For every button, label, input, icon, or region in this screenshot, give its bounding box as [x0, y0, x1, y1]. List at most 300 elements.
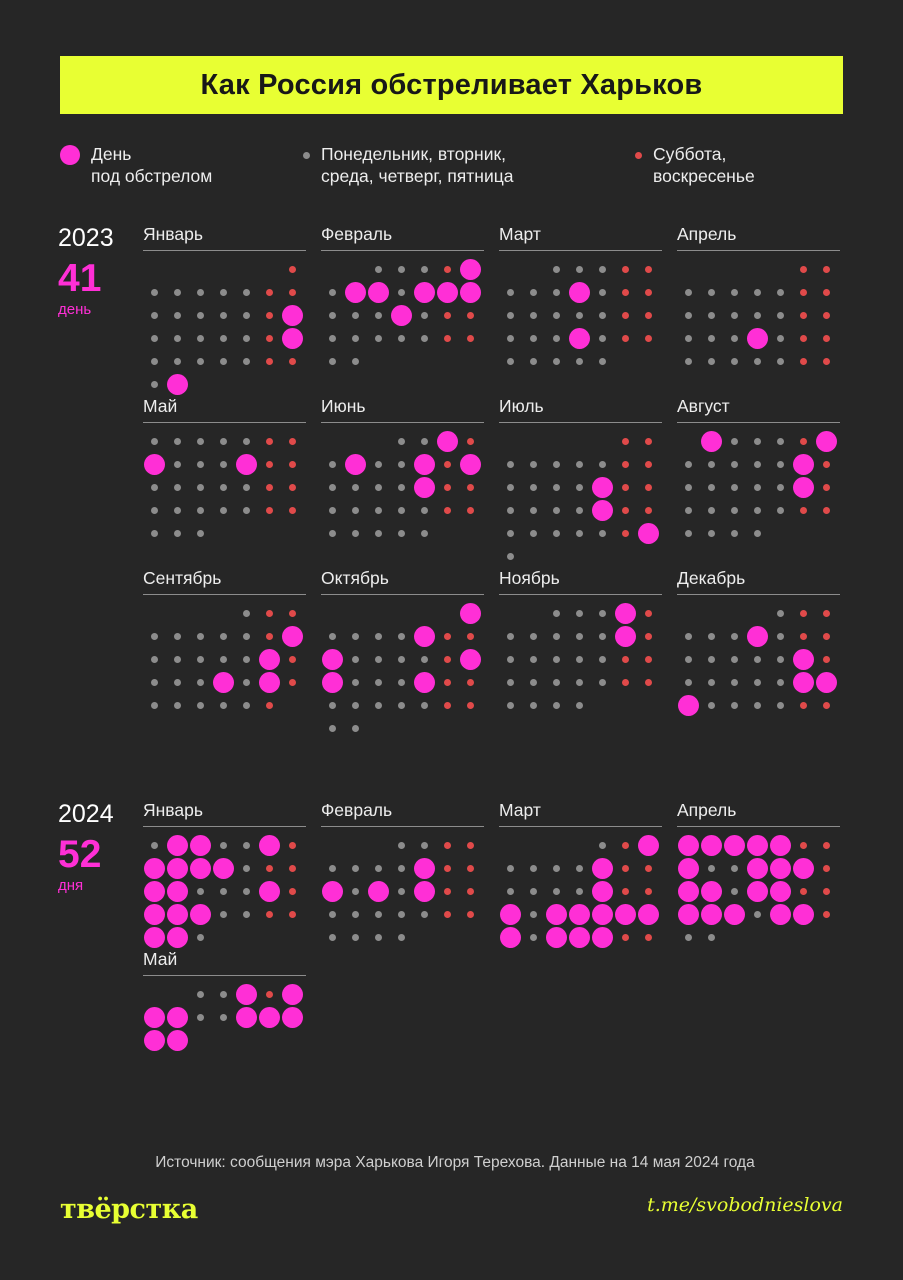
weekday-dot: [685, 335, 692, 342]
shelling-day-dot: [259, 649, 280, 670]
calendar-day: [792, 648, 815, 671]
weekday-dot: [197, 934, 204, 941]
calendar-day: [390, 671, 413, 694]
weekday-dot: [553, 289, 560, 296]
calendar-day: [723, 522, 746, 545]
shelling-day-dot: [282, 305, 303, 326]
weekend-dot: [823, 888, 830, 895]
month-calendar: [143, 258, 321, 396]
shelling-day-dot: [678, 835, 699, 856]
weekday-dot: [243, 842, 250, 849]
calendar-day: [367, 926, 390, 949]
calendar-day: [143, 694, 166, 717]
shelling-day-dot: [414, 454, 435, 475]
weekday-dot: [530, 507, 537, 514]
weekday-dot: [197, 438, 204, 445]
calendar-day: [143, 1006, 166, 1029]
weekend-dot: [289, 911, 296, 918]
weekend-dot: [622, 888, 629, 895]
shelling-day-dot: [167, 858, 188, 879]
weekday-dot: [553, 530, 560, 537]
weekday-dot: [599, 335, 606, 342]
weekday-dot: [685, 934, 692, 941]
calendar-day: [723, 350, 746, 373]
weekday-dot: [174, 656, 181, 663]
calendar-day: [815, 350, 838, 373]
calendar-day: [212, 625, 235, 648]
calendar-day: [166, 304, 189, 327]
weekday-dot: [174, 484, 181, 491]
calendar-day: [792, 834, 815, 857]
weekday-dot: [197, 289, 204, 296]
shelling-day-dot: [793, 454, 814, 475]
calendar-day: [568, 903, 591, 926]
year-unit: дня: [58, 877, 84, 894]
calendar-day: [591, 304, 614, 327]
shelling-day-dot: [282, 328, 303, 349]
calendar-day: [344, 476, 367, 499]
calendar-day: [614, 648, 637, 671]
calendar-day: [522, 304, 545, 327]
calendar-day: [212, 903, 235, 926]
calendar-day: [769, 880, 792, 903]
weekday-dot: [220, 633, 227, 640]
weekday-dot: [754, 461, 761, 468]
calendar-day: [677, 671, 700, 694]
calendar-day: [499, 522, 522, 545]
calendar-day: [746, 625, 769, 648]
calendar-day: [189, 857, 212, 880]
calendar-day: [700, 880, 723, 903]
calendar-day: [258, 453, 281, 476]
year-label: 2024: [58, 800, 114, 828]
shelling-day-dot: [460, 454, 481, 475]
weekend-dot: [289, 461, 296, 468]
month-calendar: [677, 602, 855, 717]
month-row: [143, 224, 863, 396]
shelling-day-dot: [213, 858, 234, 879]
calendar-day: [545, 258, 568, 281]
calendar-day: [189, 522, 212, 545]
calendar-day: [637, 499, 660, 522]
weekday-dot: [530, 484, 537, 491]
calendar-day: [522, 926, 545, 949]
calendar-day: [677, 857, 700, 880]
weekday-dot: [197, 335, 204, 342]
calendar-day: [637, 625, 660, 648]
weekday-dot: [731, 702, 738, 709]
calendar-day: [367, 476, 390, 499]
month-calendar: [321, 258, 499, 373]
calendar-blank: [522, 602, 545, 625]
weekday-dot: [220, 507, 227, 514]
weekday-dot: [375, 702, 382, 709]
weekday-dot: [375, 530, 382, 537]
small-red-dot-icon: [635, 152, 642, 159]
calendar-day: [235, 327, 258, 350]
shelling-day-dot: [144, 1030, 165, 1051]
weekend-dot: [645, 484, 652, 491]
calendar-day: [212, 281, 235, 304]
weekday-dot: [220, 911, 227, 918]
calendar-day: [459, 499, 482, 522]
calendar-day: [258, 476, 281, 499]
calendar-day: [614, 671, 637, 694]
calendar-blank: [700, 602, 723, 625]
calendar-day: [614, 430, 637, 453]
month-calendar: [321, 834, 499, 949]
calendar-day: [568, 453, 591, 476]
calendar-day: [390, 522, 413, 545]
weekday-dot: [576, 679, 583, 686]
calendar-blank: [677, 602, 700, 625]
calendar-day: [166, 350, 189, 373]
calendar-day: [413, 903, 436, 926]
calendar-day: [545, 281, 568, 304]
calendar-day: [281, 453, 304, 476]
calendar-day: [143, 857, 166, 880]
calendar-day: [321, 625, 344, 648]
shelling-day-dot: [282, 626, 303, 647]
shelling-day-dot: [190, 835, 211, 856]
weekday-dot: [174, 633, 181, 640]
calendar-blank: [258, 258, 281, 281]
shelling-day-dot: [460, 282, 481, 303]
weekday-dot: [599, 679, 606, 686]
shelling-day-dot: [569, 927, 590, 948]
calendar-day: [792, 671, 815, 694]
shelling-day-dot: [236, 1007, 257, 1028]
weekend-dot: [444, 865, 451, 872]
shelling-day-dot: [678, 858, 699, 879]
calendar-day: [568, 281, 591, 304]
legend: [60, 143, 850, 187]
weekday-dot: [777, 679, 784, 686]
shelling-day-dot: [414, 626, 435, 647]
month-row: [143, 396, 863, 568]
month-name: Ноябрь: [499, 568, 662, 595]
calendar-day: [815, 476, 838, 499]
weekend-dot: [645, 610, 652, 617]
calendar-day: [189, 327, 212, 350]
weekday-dot: [553, 679, 560, 686]
weekday-dot: [599, 358, 606, 365]
calendar-day: [258, 694, 281, 717]
shelling-day-dot: [391, 305, 412, 326]
calendar-day: [390, 903, 413, 926]
calendar-day: [459, 327, 482, 350]
weekend-dot: [289, 484, 296, 491]
weekday-dot: [398, 702, 405, 709]
calendar-day: [614, 258, 637, 281]
calendar-blank: [746, 258, 769, 281]
calendar-day: [143, 625, 166, 648]
shelling-day-dot: [770, 858, 791, 879]
calendar-blank: [344, 834, 367, 857]
calendar-day: [700, 304, 723, 327]
weekday-dot: [151, 507, 158, 514]
calendar-day: [390, 926, 413, 949]
weekday-dot: [197, 358, 204, 365]
weekday-dot: [243, 358, 250, 365]
calendar-day: [568, 671, 591, 694]
weekend-dot: [467, 507, 474, 514]
shelling-day-dot: [747, 835, 768, 856]
calendar-day: [321, 476, 344, 499]
weekday-dot: [151, 289, 158, 296]
calendar-day: [143, 926, 166, 949]
weekday-dot: [375, 865, 382, 872]
calendar-day: [235, 350, 258, 373]
shelling-day-dot: [460, 649, 481, 670]
calendar-day: [367, 327, 390, 350]
calendar-day: [281, 880, 304, 903]
weekday-dot: [220, 702, 227, 709]
calendar-day: [459, 430, 482, 453]
calendar-day: [522, 648, 545, 671]
calendar-day: [499, 926, 522, 949]
weekend-dot: [645, 888, 652, 895]
calendar-day: [390, 281, 413, 304]
weekday-dot: [398, 911, 405, 918]
calendar-blank: [723, 602, 746, 625]
shelling-day-dot: [144, 454, 165, 475]
calendar-day: [344, 880, 367, 903]
calendar-day: [166, 857, 189, 880]
weekend-dot: [800, 888, 807, 895]
calendar-day: [677, 453, 700, 476]
calendar-blank: [166, 983, 189, 1006]
calendar-day: [212, 880, 235, 903]
calendar-day: [499, 648, 522, 671]
calendar-day: [390, 625, 413, 648]
weekday-dot: [599, 461, 606, 468]
calendar-day: [281, 304, 304, 327]
calendar-day: [568, 694, 591, 717]
weekend-dot: [800, 633, 807, 640]
calendar-day: [700, 476, 723, 499]
weekday-dot: [530, 679, 537, 686]
weekday-dot: [777, 289, 784, 296]
calendar-day: [258, 499, 281, 522]
shelling-day-dot: [701, 881, 722, 902]
calendar-day: [591, 499, 614, 522]
calendar-day: [545, 880, 568, 903]
calendar-day: [545, 304, 568, 327]
weekday-dot: [398, 934, 405, 941]
calendar-blank: [677, 430, 700, 453]
calendar-day: [522, 281, 545, 304]
weekday-dot: [576, 358, 583, 365]
weekday-dot: [553, 312, 560, 319]
calendar-day: [413, 453, 436, 476]
calendar-day: [166, 625, 189, 648]
weekend-dot: [266, 484, 273, 491]
weekday-dot: [530, 888, 537, 895]
calendar-day: [281, 903, 304, 926]
calendar-day: [459, 857, 482, 880]
calendar-day: [746, 304, 769, 327]
weekday-dot: [421, 335, 428, 342]
calendar-day: [522, 327, 545, 350]
weekday-dot: [576, 530, 583, 537]
weekday-dot: [754, 679, 761, 686]
calendar-day: [413, 648, 436, 671]
shelling-day-dot: [770, 904, 791, 925]
calendar-day: [143, 648, 166, 671]
calendar-day: [235, 983, 258, 1006]
weekday-dot: [243, 633, 250, 640]
month-block: [321, 224, 499, 396]
shelling-day-dot: [747, 626, 768, 647]
shelling-day-dot: [546, 904, 567, 925]
calendar-day: [321, 903, 344, 926]
weekday-dot: [174, 358, 181, 365]
weekday-dot: [685, 312, 692, 319]
calendar-day: [235, 430, 258, 453]
shelling-day-dot: [793, 672, 814, 693]
calendar-day: [769, 499, 792, 522]
calendar-day: [436, 499, 459, 522]
calendar-blank: [143, 602, 166, 625]
weekday-dot: [375, 312, 382, 319]
weekday-dot: [576, 484, 583, 491]
calendar-day: [522, 453, 545, 476]
weekday-dot: [151, 358, 158, 365]
weekday-dot: [507, 553, 514, 560]
calendar-day: [321, 717, 344, 740]
month-name: Январь: [143, 224, 306, 251]
weekday-dot: [220, 888, 227, 895]
calendar-day: [413, 880, 436, 903]
calendar-day: [637, 903, 660, 926]
weekday-dot: [708, 358, 715, 365]
calendar-day: [436, 671, 459, 694]
calendar-day: [321, 926, 344, 949]
calendar-day: [815, 671, 838, 694]
calendar-day: [499, 857, 522, 880]
calendar-day: [413, 476, 436, 499]
calendar-day: [522, 350, 545, 373]
calendar-day: [591, 671, 614, 694]
weekday-dot: [375, 461, 382, 468]
weekend-dot: [823, 266, 830, 273]
calendar-blank: [321, 430, 344, 453]
calendar-day: [390, 648, 413, 671]
weekday-dot: [731, 312, 738, 319]
weekday-dot: [530, 312, 537, 319]
weekday-dot: [553, 461, 560, 468]
shelling-day-dot: [615, 603, 636, 624]
weekday-dot: [352, 507, 359, 514]
weekend-dot: [289, 266, 296, 273]
shelling-day-dot: [747, 328, 768, 349]
month-block: [677, 800, 855, 949]
weekday-dot: [243, 484, 250, 491]
weekday-dot: [507, 865, 514, 872]
calendar-day: [746, 694, 769, 717]
month-block: [499, 800, 677, 949]
weekend-dot: [467, 842, 474, 849]
calendar-day: [723, 281, 746, 304]
calendar-day: [281, 350, 304, 373]
month-calendar: [321, 602, 499, 740]
calendar-day: [235, 880, 258, 903]
calendar-day: [321, 671, 344, 694]
calendar-day: [235, 1006, 258, 1029]
calendar-day: [189, 926, 212, 949]
weekday-dot: [599, 530, 606, 537]
weekday-dot: [685, 530, 692, 537]
calendar-blank: [143, 258, 166, 281]
calendar-day: [700, 430, 723, 453]
weekend-dot: [622, 438, 629, 445]
weekday-dot: [599, 842, 606, 849]
telegram-link[interactable]: t.me/svobodnieslova: [647, 1194, 843, 1216]
calendar-day: [637, 258, 660, 281]
calendar-day: [591, 350, 614, 373]
calendar-day: [143, 281, 166, 304]
weekday-dot: [197, 530, 204, 537]
weekday-dot: [243, 335, 250, 342]
calendar-day: [677, 327, 700, 350]
calendar-day: [723, 880, 746, 903]
weekday-dot: [352, 335, 359, 342]
calendar-day: [390, 834, 413, 857]
weekday-dot: [398, 266, 405, 273]
month-row: [143, 800, 863, 949]
calendar-day: [545, 903, 568, 926]
calendar-day: [499, 327, 522, 350]
shelling-day-dot: [414, 282, 435, 303]
calendar-day: [545, 694, 568, 717]
weekday-dot: [576, 656, 583, 663]
calendar-day: [700, 903, 723, 926]
calendar-day: [143, 327, 166, 350]
calendar-day: [499, 499, 522, 522]
calendar-day: [258, 648, 281, 671]
weekday-dot: [530, 702, 537, 709]
calendar-day: [413, 304, 436, 327]
calendar-day: [746, 453, 769, 476]
weekday-dot: [220, 289, 227, 296]
weekday-dot: [243, 312, 250, 319]
weekday-dot: [375, 633, 382, 640]
calendar-day: [390, 430, 413, 453]
weekday-dot: [708, 633, 715, 640]
month-calendar: [499, 834, 677, 949]
weekend-dot: [444, 461, 451, 468]
shelling-day-dot: [592, 927, 613, 948]
calendar-day: [614, 602, 637, 625]
calendar-day: [281, 983, 304, 1006]
calendar-day: [436, 625, 459, 648]
calendar-day: [769, 281, 792, 304]
calendar-day: [677, 926, 700, 949]
weekday-dot: [553, 335, 560, 342]
weekday-dot: [352, 934, 359, 941]
month-row: [143, 949, 863, 1052]
month-block: [677, 568, 855, 740]
calendar-day: [700, 671, 723, 694]
calendar-day: [769, 453, 792, 476]
calendar-day: [637, 453, 660, 476]
weekday-dot: [685, 633, 692, 640]
month-block: [499, 396, 677, 568]
calendar-blank: [499, 602, 522, 625]
calendar-day: [436, 903, 459, 926]
calendar-day: [143, 453, 166, 476]
